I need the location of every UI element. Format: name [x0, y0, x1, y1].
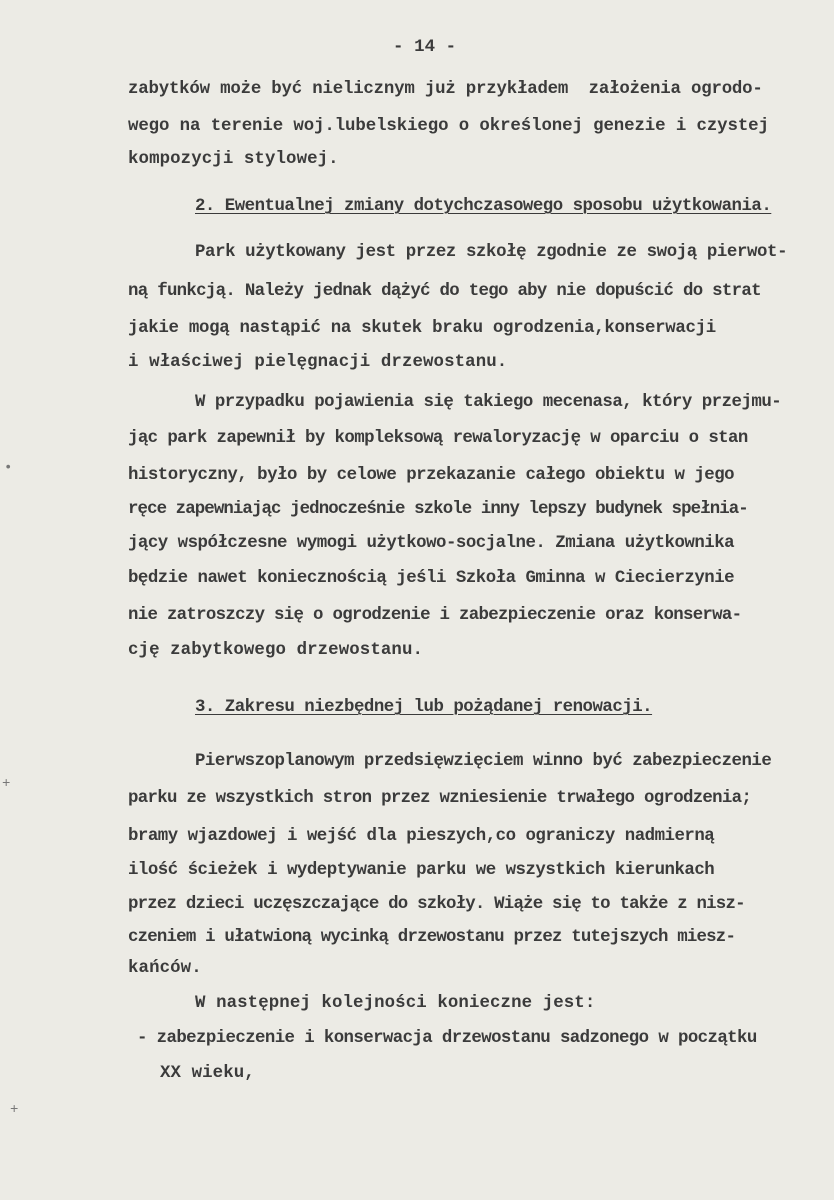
section-heading-3: 3. Zakresu niezbędnej lub pożądanej renowacji. — [195, 698, 653, 717]
text-line: W następnej kolejności konieczne jest: — [195, 994, 596, 1013]
text-line: przez dzieci uczęszczające do szkoły. Wiąże się to także z nisz- — [128, 895, 745, 914]
list-item-continuation: XX wieku, — [160, 1064, 255, 1083]
page-number: - 14 - — [393, 38, 457, 57]
text-line: i właściwej pielęgnacji drzewostanu. — [128, 353, 508, 372]
binding-hole-mark: + — [2, 776, 11, 792]
text-line: Pierwszoplanowym przedsięwzięciem winno być zabezpieczenie — [195, 752, 772, 771]
text-line: parku ze wszystkich stron przez wzniesienie trwałego ogrodzenia; — [128, 789, 752, 808]
text-line: czeniem i ułatwioną wycinką drzewostanu przez tutejszych miesz- — [128, 928, 736, 947]
text-line: ilość ścieżek i wydeptywanie parku we wszystkich kierunkach — [128, 861, 715, 880]
section-heading-2: 2. Ewentualnej zmiany dotychczasowego sposobu użytkowania. — [195, 197, 772, 216]
list-item: - zabezpieczenie i konserwacja drzewostanu sadzonego w początku — [137, 1029, 757, 1048]
text-line: jąc park zapewnił by kompleksową rewaloryzację w oparciu o stan — [128, 429, 748, 448]
text-line: zabytków może być nielicznym już przykładem założenia ogrodo- — [128, 80, 763, 99]
text-line: ną funkcją. Należy jednak dążyć do tego aby nie dopuścić do strat — [128, 282, 761, 301]
text-line: będzie nawet koniecznością jeśli Szkoła Gminna w Ciecierzynie — [128, 569, 735, 588]
text-line: Park użytkowany jest przez szkołę zgodnie ze swoją pierwot- — [195, 243, 788, 262]
text-line: bramy wjazdowej i wejść dla pieszych,co ograniczy nadmierną — [128, 827, 715, 846]
binding-hole-mark: + — [10, 1102, 19, 1118]
text-line: W przypadku pojawienia się takiego mecenasa, który przejmu- — [195, 393, 782, 412]
text-line: ręce zapewniając jednocześnie szkole inny lepszy budynek spełnia- — [128, 500, 748, 519]
text-line: jakie mogą nastąpić na skutek braku ogrodzenia,konserwacji — [128, 319, 716, 338]
binding-hole-mark: • — [4, 460, 13, 476]
text-line: wego na terenie woj.lubelskiego o określonej genezie i czystej — [128, 117, 769, 136]
text-line: cję zabytkowego drzewostanu. — [128, 641, 424, 660]
text-line: nie zatroszczy się o ogrodzenie i zabezpieczenie oraz konserwa- — [128, 606, 742, 625]
text-line: kompozycji stylowej. — [128, 150, 339, 169]
text-line: historyczny, było by celowe przekazanie całego obiektu w jego — [128, 466, 735, 485]
text-line: jący współczesne wymogi użytkowo-socjalne. Zmiana użytkownika — [128, 534, 735, 553]
text-line: kańców. — [128, 959, 202, 978]
